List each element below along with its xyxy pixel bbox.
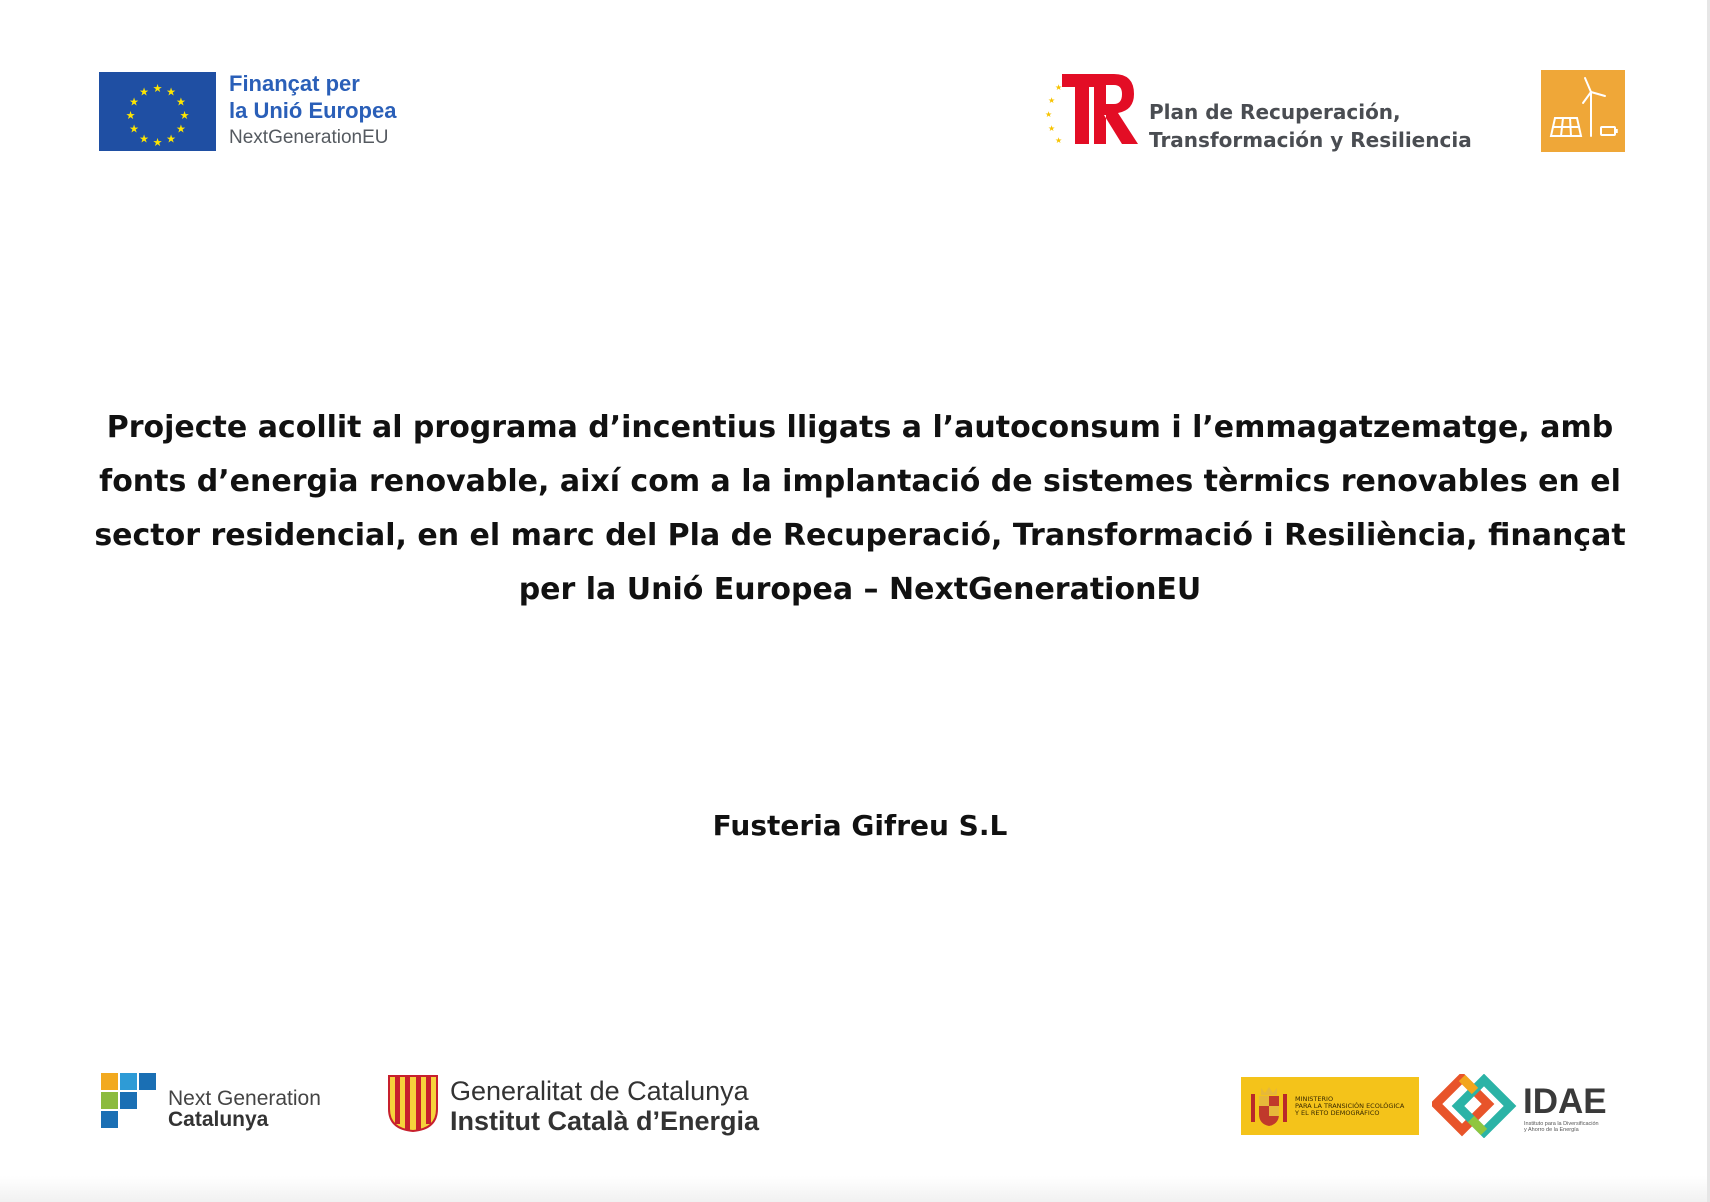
eu-logo-line1: Finançat per xyxy=(229,71,360,96)
svg-text:★: ★ xyxy=(1045,110,1053,119)
ministry-logo-line3: Y EL RETO DEMOGRÁFICO xyxy=(1295,1109,1380,1117)
svg-text:★: ★ xyxy=(179,109,190,122)
ngc-squares-icon xyxy=(101,1073,159,1136)
prtr-tr-icon xyxy=(1044,70,1140,150)
prtr-logo xyxy=(1044,70,1626,156)
svg-text:★: ★ xyxy=(129,122,140,136)
gencat-logo-line2: Institut Català d’Energia xyxy=(450,1106,760,1136)
prtr-logo-line2: Transformación y Resiliencia xyxy=(1149,128,1472,152)
renewable-energy-icon xyxy=(1541,70,1625,152)
eu-logo-line3: NextGenerationEU xyxy=(229,127,389,148)
svg-text:★: ★ xyxy=(129,95,140,109)
svg-text:★: ★ xyxy=(152,136,163,149)
ministry-logo-line2: PARA LA TRANSICIÓN ECOLÓGICA xyxy=(1295,1102,1405,1110)
idae-subtitle-line2: y Ahorro de la Energía xyxy=(1524,1127,1579,1133)
eu-logo-text xyxy=(229,70,444,152)
svg-text:★: ★ xyxy=(166,132,176,146)
ngc-logo-text xyxy=(168,1089,321,1131)
gencat-icaen-logo xyxy=(386,1073,786,1135)
senyera-shield-icon xyxy=(386,1073,440,1138)
ministry-logo xyxy=(1241,1077,1419,1135)
svg-text:★: ★ xyxy=(139,85,149,99)
idae-name: IDAE xyxy=(1523,1082,1607,1121)
prtr-logo-line1: Plan de Recuperación, xyxy=(1149,100,1401,124)
svg-text:★: ★ xyxy=(166,85,176,99)
ministry-logo-text xyxy=(1295,1096,1417,1117)
idae-logo xyxy=(1432,1074,1610,1138)
page-bottom-edge xyxy=(0,1176,1710,1202)
prtr-logo-text xyxy=(1149,98,1519,154)
svg-text:★: ★ xyxy=(1048,124,1056,133)
ngc-logo-line1: Next Generation xyxy=(168,1087,321,1110)
eu-logo-line2: la Unió Europea xyxy=(229,98,397,123)
gencat-logo-text xyxy=(450,1076,759,1136)
svg-text:★: ★ xyxy=(1055,83,1063,92)
eu-funding-logo xyxy=(99,70,439,154)
svg-text:★: ★ xyxy=(125,109,136,122)
idae-subtitle xyxy=(1524,1121,1614,1133)
gencat-logo-line1: Generalitat de Catalunya xyxy=(450,1076,749,1106)
svg-text:★: ★ xyxy=(1048,96,1056,105)
ministry-logo-line1: MINISTERIO xyxy=(1295,1095,1334,1103)
next-generation-catalunya-logo xyxy=(101,1073,341,1133)
spain-coat-of-arms-icon xyxy=(1249,1084,1289,1133)
project-heading: Projecte acollit al programa d’incentius lligats a l’autoconsum i l’emmagatzematge, amb fonts d’energia renovable, així com a la implantació de sistemes tèrmics renovables en el sector residencial, en el marc del Pla de Recuperació, Transformació i Resiliència, finançat per la Unió Europea – NextGenerationEU xyxy=(94,410,1626,607)
idae-subtitle-line1: Instituto para la Diversificación xyxy=(1524,1121,1599,1127)
eu-flag-icon xyxy=(99,72,216,151)
idae-knot-icon xyxy=(1432,1074,1518,1143)
svg-text:★: ★ xyxy=(175,95,186,109)
ngc-logo-line2: Catalunya xyxy=(168,1108,269,1131)
svg-text:★: ★ xyxy=(175,122,186,136)
svg-text:★: ★ xyxy=(152,82,163,95)
svg-text:★: ★ xyxy=(1055,136,1063,145)
company-name: Fusteria Gifreu S.L xyxy=(712,809,1008,842)
svg-text:★: ★ xyxy=(139,132,149,146)
